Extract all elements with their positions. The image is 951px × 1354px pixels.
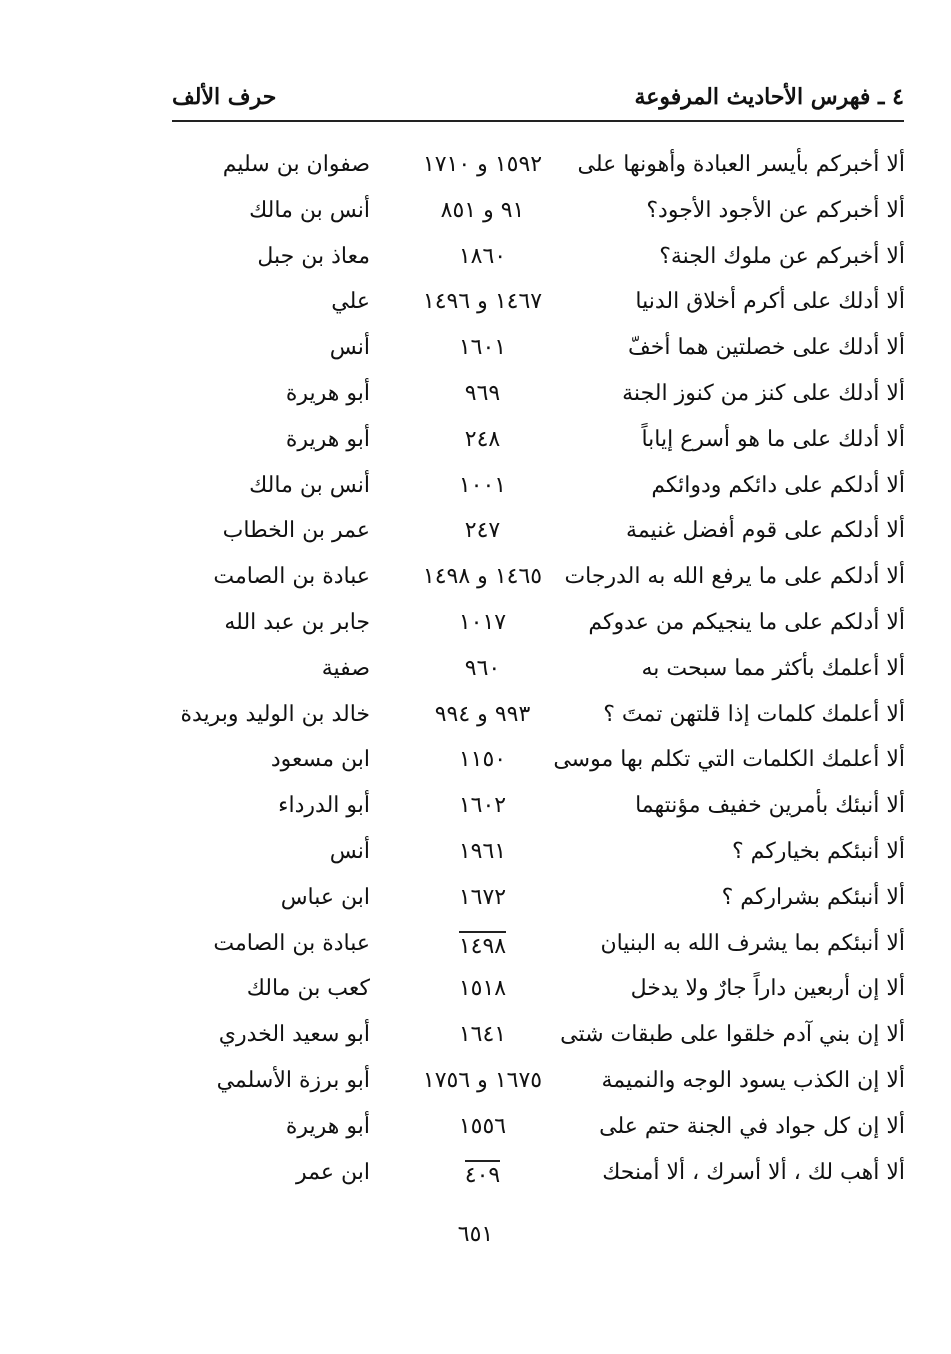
hadith-numbers: ١٩٦١ — [458, 838, 507, 864]
hadith-numbers-cell — [415, 1068, 550, 1093]
index-row — [160, 375, 905, 421]
hadith-text: ألا أنبئك بأمرين خفيف مؤنتهما — [635, 793, 905, 819]
hadith-numbers: ١٥١٨ — [458, 976, 507, 1002]
index-row — [160, 329, 905, 375]
narrator-name: أبو هريرة — [285, 1113, 370, 1139]
narrator-name: أبو هريرة — [285, 380, 370, 406]
narrator-name: أبو برزة الأسلمي — [216, 1067, 370, 1093]
hadith-numbers-cell — [415, 518, 550, 543]
narrator-name: صفية — [321, 655, 370, 681]
narrator-name: أبو سعيد الخدري — [218, 1022, 370, 1048]
hadith-text: ألا إن كل جواد في الجنة حتم على — [599, 1113, 905, 1139]
hadith-text: ألا إن الكذب يسود الوجه والنميمة — [601, 1067, 905, 1093]
narrator-name: ابن عمر — [296, 1159, 370, 1185]
index-row — [160, 1108, 905, 1154]
hadith-numbers-cell — [415, 289, 550, 314]
hadith-numbers-cell — [415, 793, 550, 818]
narrator-name: أبو هريرة — [285, 426, 370, 452]
hadith-text: ألا أدلكم على دائكم ودوائكم — [651, 472, 905, 498]
hadith-numbers: ١٤٦٥ و ١٤٩٨ — [422, 564, 543, 590]
index-row — [160, 1154, 905, 1200]
index-row — [160, 604, 905, 650]
hadith-text: ألا أهب لك ، ألا أسرك ، ألا أمنحك — [602, 1159, 905, 1185]
index-row — [160, 787, 905, 833]
index-row — [160, 696, 905, 742]
narrator-name: عبادة بن الصامت — [213, 930, 370, 956]
hadith-numbers-cell — [415, 1114, 550, 1139]
index-row — [160, 238, 905, 284]
hadith-numbers-cell — [415, 976, 550, 1001]
page-header — [172, 84, 904, 120]
index-row — [160, 1062, 905, 1108]
hadith-numbers: ١٦٧٥ و ١٧٥٦ — [422, 1067, 543, 1093]
hadith-numbers: ١١٥٠ — [458, 747, 507, 773]
narrator-name: أنس بن مالك — [249, 472, 370, 498]
hadith-numbers: ١٠١٧ — [458, 609, 507, 635]
hadith-numbers: ١٤٦٧ و ١٤٩٦ — [422, 289, 543, 315]
narrator-name: خالد بن الوليد وبريدة — [180, 701, 370, 727]
hadith-numbers: ٩٦٩ — [464, 380, 501, 406]
hadith-text: ألا أدلك على خصلتين هما أخفّ — [627, 335, 905, 361]
narrator-name: ابن عباس — [280, 884, 370, 910]
narrator-name: أنس بن مالك — [249, 197, 370, 223]
hadith-numbers: ١٥٥٦ — [458, 1113, 507, 1139]
index-row — [160, 741, 905, 787]
hadith-text: ألا أعلمك كلمات إذا قلتهن تمتَ ؟ — [603, 701, 905, 727]
section-title: ٤ ـ فهرس الأحاديث المرفوعة — [634, 84, 904, 110]
hadith-numbers-cell — [415, 381, 550, 406]
index-row — [160, 970, 905, 1016]
index-row — [160, 283, 905, 329]
letter-title: حرف الألف — [172, 84, 277, 110]
narrator-name: أنس — [329, 335, 370, 361]
index-row — [160, 925, 905, 971]
hadith-numbers: ٩٩٣ و ٩٩٤ — [434, 701, 531, 727]
index-row — [160, 833, 905, 879]
hadith-numbers: ١٠٠١ — [458, 472, 507, 498]
hadith-numbers-cell — [415, 244, 550, 269]
index-row — [160, 1016, 905, 1062]
hadith-numbers: ٢٤٨ — [464, 426, 501, 452]
index-row — [160, 650, 905, 696]
hadith-text: ألا أنبئكم بشراركم ؟ — [721, 884, 905, 910]
hadith-numbers: ٩١ و ٨٥١ — [440, 197, 525, 223]
index-row — [160, 146, 905, 192]
hadith-numbers: ١٨٦٠ — [458, 243, 507, 269]
index-row — [160, 512, 905, 558]
hadith-numbers: ١٥٩٢ و ١٧١٠ — [422, 152, 543, 177]
hadith-text: ألا أدلك على كنز من كنوز الجنة — [622, 380, 905, 406]
hadith-numbers-cell — [415, 885, 550, 910]
hadith-numbers-cell — [415, 839, 550, 864]
hadith-text: ألا أخبركم عن الأجود الأجود؟ — [646, 197, 905, 223]
index-row — [160, 421, 905, 467]
hadith-numbers: ١٦٧٢ — [458, 884, 507, 910]
hadith-text: ألا أخبركم بأيسر العبادة وأهونها على — [577, 152, 905, 177]
narrator-name: عبادة بن الصامت — [213, 564, 370, 590]
hadith-text: ألا أدلكم على ما يرفع الله به الدرجات — [564, 564, 905, 590]
hadith-text: ألا أدلك على ما هو أسرع إياباً — [641, 426, 905, 452]
hadith-text: ألا إن أربعين داراً جارٌ ولا يدخل — [630, 976, 905, 1002]
hadith-text: ألا أدلكم على قوم أفضل غنيمة — [626, 518, 905, 544]
narrator-name: أبو الدرداء — [278, 793, 370, 819]
hadith-numbers: ١٦٤١ — [458, 1022, 507, 1048]
narrator-name: كعب بن مالك — [246, 976, 370, 1002]
hadith-numbers-cell — [415, 427, 550, 452]
page-number: ٦٥١ — [457, 1222, 494, 1247]
hadith-text: ألا إن بني آدم خلقوا على طبقات شتى — [560, 1022, 905, 1048]
hadith-numbers-cell — [415, 473, 550, 498]
hadith-numbers: ٢٤٧ — [464, 518, 501, 544]
hadith-numbers: ١٤٩٨ — [459, 931, 506, 959]
hadith-numbers-cell — [415, 335, 550, 360]
hadith-text: ألا أنبئكم بما يشرف الله به البنيان — [600, 930, 905, 956]
header-divider — [172, 120, 904, 122]
hadith-numbers-cell — [415, 702, 550, 727]
hadith-numbers-cell — [415, 610, 550, 635]
hadith-numbers: ٩٦٠ — [464, 655, 501, 681]
hadith-numbers-cell — [415, 1160, 550, 1188]
index-row — [160, 467, 905, 513]
index-row — [160, 879, 905, 925]
hadith-numbers: ٤٠٩ — [465, 1160, 500, 1188]
hadith-text: ألا أدلك على أكرم أخلاق الدنيا — [635, 289, 905, 315]
narrator-name: معاذ بن جبل — [257, 243, 370, 269]
hadith-numbers-cell — [415, 198, 550, 223]
hadith-numbers: ١٦٠١ — [458, 335, 507, 361]
hadith-text: ألا أخبركم عن ملوك الجنة؟ — [659, 243, 905, 269]
hadith-numbers: ١٦٠٢ — [458, 793, 507, 819]
hadith-text: ألا أعلمك بأكثر مما سبحت به — [641, 655, 905, 681]
hadith-index-table — [160, 146, 905, 1199]
hadith-numbers-cell — [415, 747, 550, 772]
hadith-numbers-cell — [415, 152, 550, 177]
index-row — [160, 558, 905, 604]
hadith-numbers-cell — [415, 564, 550, 589]
narrator-name: عمر بن الخطاب — [222, 518, 370, 544]
hadith-numbers-cell — [415, 931, 550, 959]
hadith-text: ألا أنبئكم بخياركم ؟ — [731, 838, 905, 864]
hadith-text: ألا أعلمك الكلمات التي تكلم بها موسى — [553, 747, 905, 773]
index-row — [160, 192, 905, 238]
narrator-name: جابر بن عبد الله — [224, 609, 370, 635]
hadith-text: ألا أدلكم على ما ينجيكم من عدوكم — [588, 609, 905, 635]
narrator-name: ابن مسعود — [270, 747, 370, 773]
hadith-numbers-cell — [415, 656, 550, 681]
narrator-name: صفوان بن سليم — [222, 152, 370, 177]
narrator-name: أنس — [329, 838, 370, 864]
narrator-name: علي — [331, 289, 370, 315]
hadith-numbers-cell — [415, 1022, 550, 1047]
